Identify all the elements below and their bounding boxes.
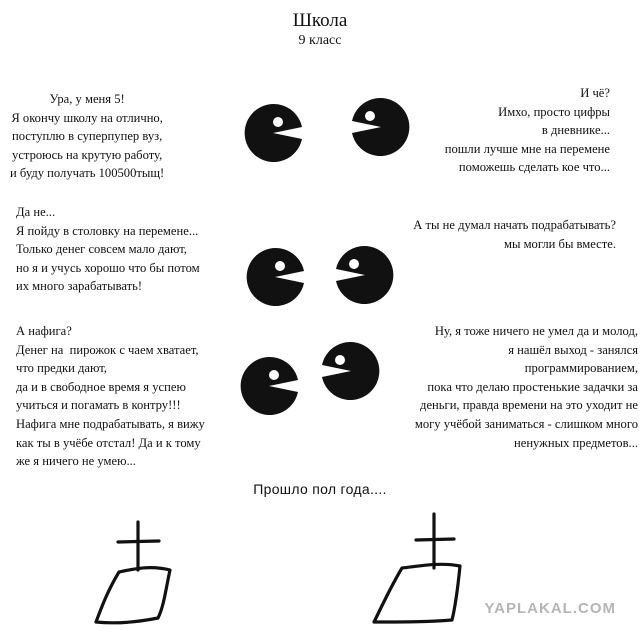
pacman-left-face-2: [244, 246, 306, 308]
pacman-right-face-2: [334, 244, 396, 306]
time-skip-caption: Прошло пол года....: [253, 481, 387, 497]
row1-left-speech: Ура, у меня 5! Я окончу школу на отлично, поступлю в суперпупер вуз, устроюсь на крутую работу, и буду получать 100500тыщ!: [10, 92, 165, 181]
pacman-left-face-3: [238, 355, 300, 417]
grave-left-icon: [88, 518, 188, 630]
page-title: Школа: [292, 10, 348, 31]
pacman-right-face-3: [320, 340, 382, 402]
row3-right-speech: Ну, я тоже ничего не умел да и молод, я нашёл выход - занялся программированием, пока что делаю простенькие задачки за деньги, правда времени на это уходит не могу учёбой заниматься - слишком много ненужных предметов...: [414, 324, 638, 450]
comic-title: [0, 10, 640, 50]
row2-left-speech: Да не... Я пойду в столовку на перемене... Только денег совсем мало дают, но я и учусь хорошо что бы потом их много зарабатывать!: [16, 205, 200, 294]
row3-left-speech: А нафига? Денег на пирожок с чаем хватает, что предки дают, да и в свободное время я успею учиться и погамать в контру!!! Нафига мне подрабатывать, я вижу как ты в учёбе отстал! Да и к тому же я ничего не умею...: [16, 324, 205, 469]
row1-right-speech: И чё? Имхо, просто цифры в дневнике... пошли лучше мне на перемене поможешь сделать кое что...: [444, 86, 610, 175]
pacman-right-face-1: [350, 96, 412, 158]
page-subtitle: 9 класс: [298, 33, 342, 48]
grave-right-icon: [368, 510, 468, 628]
site-watermark: YAPLAKAL.COM: [484, 600, 616, 617]
pacman-left-face-1: [242, 102, 304, 164]
row2-right-speech: А ты не думал начать подрабатывать? мы могли бы вместе.: [413, 218, 616, 251]
